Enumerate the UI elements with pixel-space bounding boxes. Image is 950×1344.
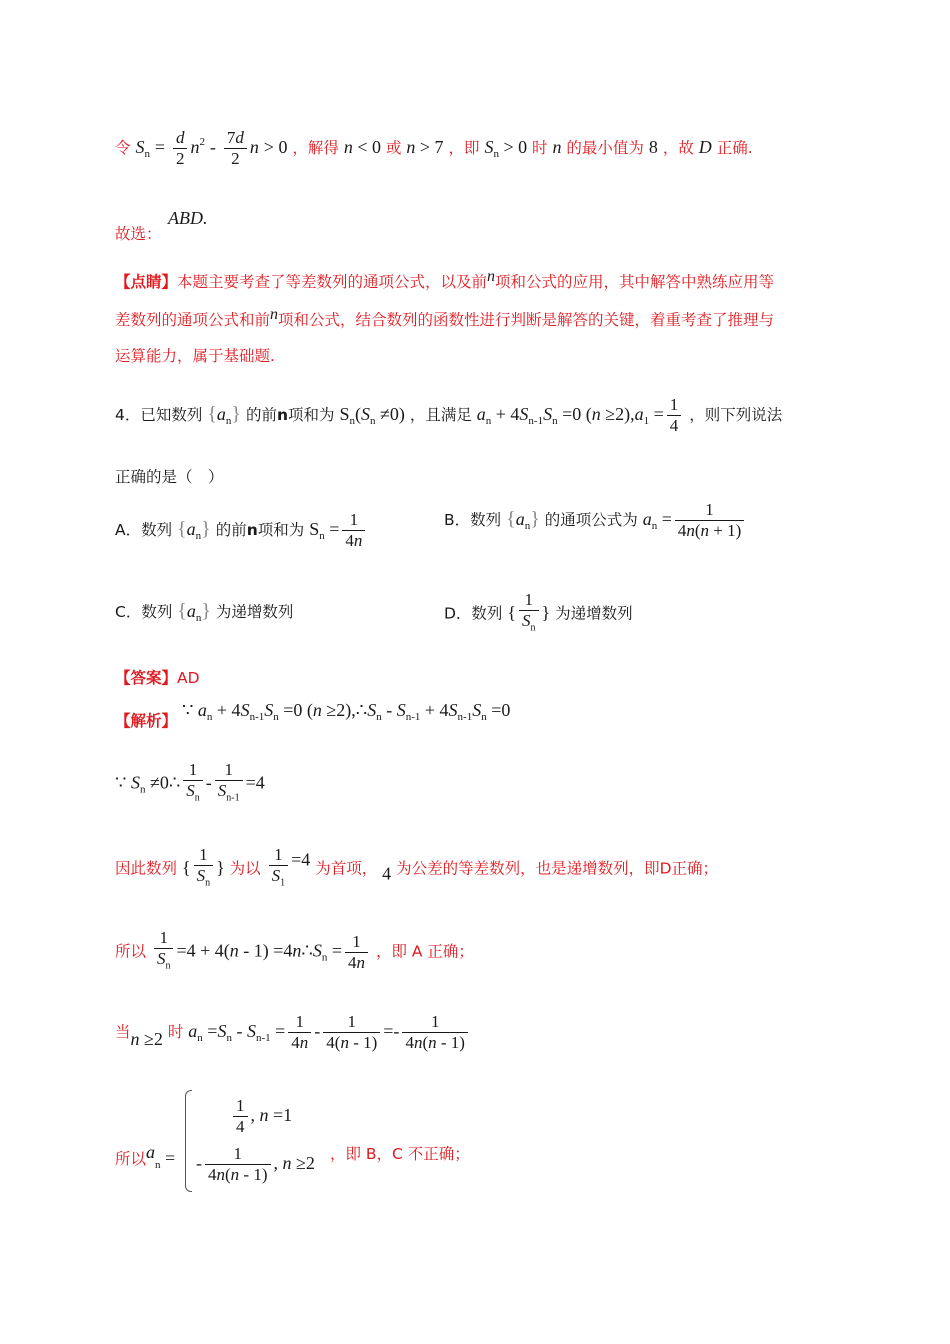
- analysis-line-4: 所以 $\frac{1}{S_n}$ $=4 + 4(n - 1) =4n\therefore S_n$ = $\frac{1}{4n}$ ，即 A 正确；: [115, 928, 474, 972]
- text: 时: [532, 139, 548, 157]
- text: 为递增数列: [215, 603, 294, 621]
- analysis-line-5: 当n ≥2 时 $a_n =S_n - S_{n-1}$ = $\frac{1}{4n}$ - $\frac{1}{4(n - 1)}$ =- $\frac{1}{4n(n - 1)}$: [115, 1012, 471, 1053]
- text: 项和为: [257, 521, 305, 539]
- answer-value: AD: [177, 669, 200, 687]
- value: 8: [648, 137, 658, 157]
- text: 令: [115, 139, 131, 157]
- text: 所以: [115, 1150, 147, 1168]
- text: ，即: [448, 139, 480, 157]
- choice-label: 故选：: [115, 225, 162, 243]
- text: ，故: [662, 139, 694, 157]
- text: 因此数列: [115, 859, 178, 878]
- text: 时: [167, 1023, 184, 1041]
- solution-line-1: 令 $S_n$ = $\frac{d}{2}$ $n^2$ - $\frac{7d}{2}$ n > 0 ，解得 n < 0 或 n > 7 ，即 $S_n > 0$ 时 n 的最小值为 8 ，故 D 正确.: [115, 128, 753, 168]
- text: ，且满足: [409, 406, 472, 424]
- text: 的前: [215, 521, 247, 539]
- text: 的通项公式为: [544, 511, 638, 529]
- comment-line-1: 【点睛】本题主要考查了等差数列的通项公式，以及前n项和公式的应用，其中解答中熟练应用等: [115, 268, 775, 291]
- text: 为以: [229, 859, 261, 878]
- text: 本题主要考查了等差数列的通项公式，以及前: [177, 273, 488, 291]
- answer-tag: 【答案】: [115, 669, 178, 687]
- choice-value: ABD.: [168, 208, 208, 228]
- question-number: 4．已知数列: [115, 406, 203, 424]
- text: 为递增数列: [555, 604, 633, 623]
- text: 正确.: [716, 139, 753, 157]
- piecewise-case-2: - $\frac{1}{4n(n - 1)}$ , n ≥2: [196, 1144, 315, 1184]
- answer-line: [115, 666, 200, 688]
- text: 项和为: [288, 406, 335, 424]
- option-d: D．数列 { $\frac{1}{S_n}$ } 为递增数列: [444, 590, 633, 634]
- text: ，即 A 正确；: [375, 942, 474, 961]
- value: 4: [382, 863, 392, 884]
- option-label: C．数列: [115, 603, 173, 621]
- analysis-line-6-tail: ，即 B，C 不正确；: [330, 1145, 470, 1163]
- piecewise-brace: [185, 1090, 192, 1192]
- analysis-line-6-lead: 所以$a_n$ =: [115, 1142, 176, 1171]
- comment-tag: 【点睛】: [115, 273, 178, 291]
- comment-line-3: 运算能力，属于基础题.: [115, 347, 275, 365]
- text: 的前: [245, 406, 277, 424]
- analysis-line-3: 因此数列 { $\frac{1}{S_n}$ } 为以 $\frac{1}{S_1}$ =4 为首项， 4 为公差的等差数列，也是递增数列，即D正确；: [115, 845, 719, 889]
- question-4-line-1: 4．已知数列 $\{a_n\}$ 的前n项和为 $S_n(S_n \ne 0)$ ，且满足 $a_n + 4S_{n-1}S_n =0$ $(n \ge 2),a_1$ = $\frac{1}{4}$ ，则下列说法: [115, 395, 783, 435]
- text: 为公差的等差数列，也是递增数列，即D正确；: [396, 859, 719, 878]
- text: ，解得: [292, 139, 339, 157]
- comment-line-2: 差数列的通项公式和前n项和公式，结合数列的函数性进行判断是解答的关键，着重考查了推理与: [115, 306, 775, 329]
- text: 项和公式，结合数列的函数性进行判断是解答的关键，着重考查了推理与: [278, 311, 775, 329]
- text: 项和公式的应用，其中解答中熟练应用等: [495, 273, 775, 291]
- option-label: A．数列: [115, 521, 173, 539]
- text: n: [276, 406, 289, 424]
- text: ，则下列说法: [689, 406, 783, 424]
- analysis-line-2: ∵ $S_n$ ≠0∴ $\frac{1}{S_n}$ - $\frac{1}{S_{n-1}}$ =4: [115, 760, 265, 804]
- option-b: B．数列 $\{a_n\}$ 的通项公式为 $a_n$ = $\frac{1}{4n(n + 1)}$: [444, 500, 747, 541]
- analysis-line-1: 【解析】 ∵ $a_n + 4S_{n-1}S_n =0$ $(n \ge 2),\therefore S_n - S_{n-1} + 4S_{n-1}S_n =0$: [115, 700, 511, 730]
- text: 的最小值为: [566, 139, 644, 157]
- question-4-line-2: 正确的是（ ）: [115, 468, 224, 486]
- option-c: C．数列 $\{a_n\}$ 为递增数列: [115, 600, 294, 624]
- analysis-tag: 【解析】: [115, 712, 178, 730]
- option-a: A．数列 $\{a_n\}$ 的前n项和为 $S_n$ = $\frac{1}{4n}$: [115, 510, 368, 551]
- text: 差数列的通项公式和前: [115, 311, 271, 329]
- option-label: D．数列: [444, 604, 503, 623]
- text: 或: [385, 139, 402, 157]
- option-label: B．数列: [444, 511, 502, 529]
- text: 当: [115, 1023, 131, 1041]
- piecewise-case-1: $\frac{1}{4}$ , n =1: [230, 1096, 292, 1137]
- text: 为首项，: [315, 859, 378, 878]
- text: 所以: [115, 942, 147, 961]
